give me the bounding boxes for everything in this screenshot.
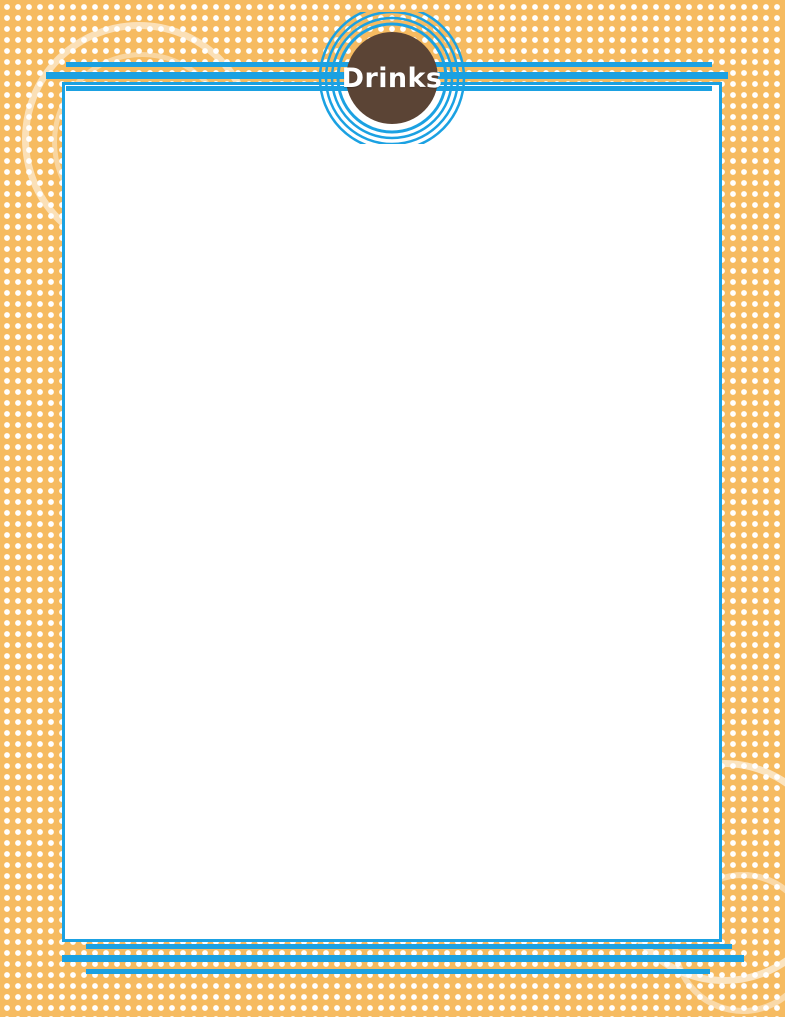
- bottom-stripe-1: [86, 944, 732, 949]
- drinks-badge: [318, 12, 466, 144]
- badge-title: Drinks: [341, 62, 443, 94]
- menu-card: [62, 82, 722, 942]
- bottom-stripe-2: [62, 955, 744, 962]
- bottom-stripe-3: [86, 969, 710, 974]
